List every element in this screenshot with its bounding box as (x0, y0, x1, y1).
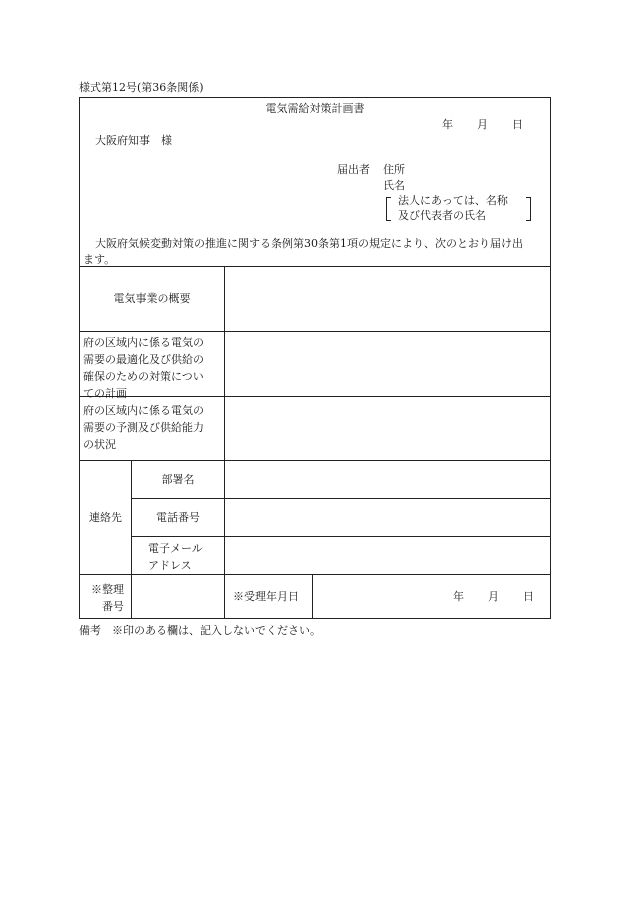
department-label: 部署名 (161, 473, 195, 486)
business-overview-field[interactable] (225, 267, 550, 331)
email-label-line2: アドレス (148, 559, 192, 573)
department-field[interactable] (225, 461, 550, 498)
received-day-label: 日 (523, 590, 534, 603)
email-label (148, 540, 203, 574)
plan-label-line2: 需要の最適化及び供給の (83, 353, 204, 367)
phone-label: 電話番号 (156, 511, 200, 524)
corp-note-line2: 及び代表者の氏名 (398, 209, 486, 222)
contact-label: 連絡先 (89, 511, 122, 524)
statement-line2: ます。 (83, 253, 116, 266)
forecast-label-line3: の状況 (83, 438, 116, 452)
bracket-right (526, 197, 531, 221)
phone-field[interactable] (225, 499, 550, 536)
date-month-label: 月 (477, 118, 488, 131)
rule-row4 (79, 574, 551, 575)
forecast-field[interactable] (225, 397, 550, 460)
remarks-note: 備考 ※印のある欄は、記入しないでください。 (79, 624, 321, 637)
reference-number-line2: 番号 (102, 600, 124, 614)
received-date-label: ※受理年月日 (233, 590, 299, 603)
reference-number-label (80, 581, 124, 615)
date-year-label: 年 (442, 118, 453, 131)
forecast-label (83, 402, 204, 453)
applicant-label: 届出者 (337, 163, 370, 176)
plan-label-line3: 確保のための対策につい (83, 370, 204, 384)
email-label-line1: 電子メール (148, 542, 203, 555)
email-field[interactable] (225, 537, 550, 574)
received-year-label: 年 (453, 590, 464, 603)
plan-label (83, 334, 204, 402)
forecast-label-line2: 需要の予測及び供給能力 (83, 421, 204, 435)
applicant-name-label: 氏名 (383, 179, 405, 192)
applicant-address-label: 住所 (383, 163, 405, 176)
form-title: 電気需給対策計画書 (265, 102, 365, 115)
addressee: 大阪府知事 様 (95, 134, 172, 147)
bracket-left (386, 197, 391, 221)
statement-line1: 大阪府気候変動対策の推進に関する条例第30条第1項の規定により、次のとおり届け出 (95, 237, 523, 250)
reference-number-line1: ※整理 (91, 583, 124, 596)
received-month-label: 月 (488, 590, 499, 603)
date-day-label: 日 (512, 118, 523, 131)
plan-field[interactable] (225, 332, 550, 396)
rule-col-received (312, 574, 313, 619)
plan-label-line1: 府の区域内に係る電気の (83, 336, 204, 349)
form-number: 様式第12号(第36条関係) (79, 81, 204, 94)
corp-note-line1: 法人にあっては、名称 (398, 194, 508, 207)
business-overview-label: 電気事業の概要 (113, 292, 191, 305)
plan-label-line4: ての計画 (83, 387, 127, 401)
forecast-label-line1: 府の区域内に係る電気の (83, 404, 204, 417)
